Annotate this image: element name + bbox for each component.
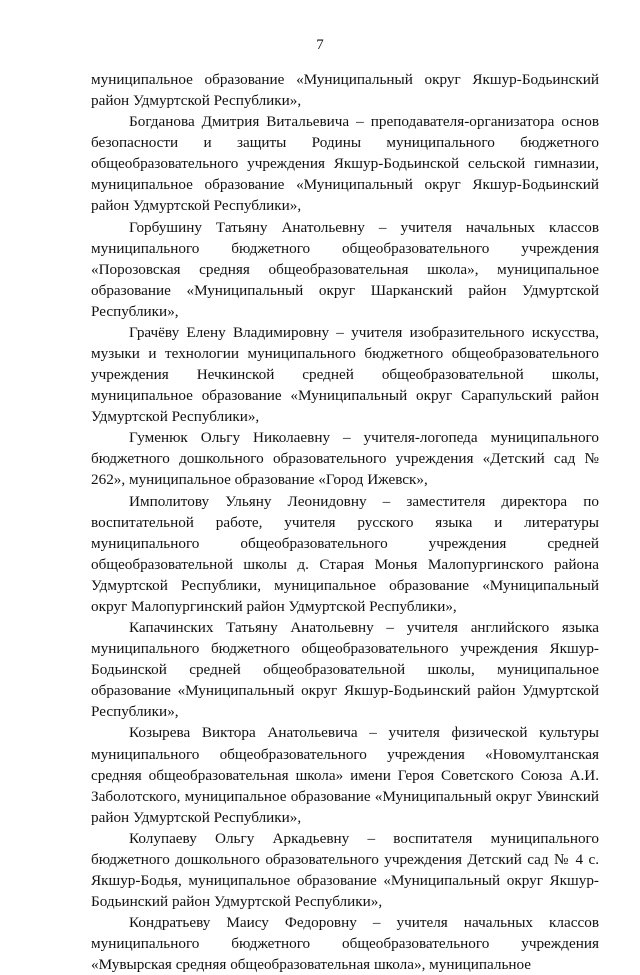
paragraph-impolitova: Имполитову Ульяну Леонидовну – заместителя директора по воспитательной работе, учителя русского языка и литературы муниципального общеобразовательного учреждения средней общеобразовательной школы д. Старая Монья Малопургинского района Удмуртской Республики, муниципальное образование «Муниципальный округ Малопургинский район Удмуртской Республики», (91, 492, 599, 615)
paragraph-bogdanov: Богданова Дмитрия Витальевича – преподавателя-организатора основ безопасности и защиты Родины муниципального бюджетного общеобразовательного учреждения Якшур-Бодьинской сельской гимназии, муниципальное образование «Муниципальный округ Якшур-Бодьинский район Удмуртской Республики», (91, 113, 599, 215)
paragraph-gracheva: Грачёву Елену Владимировну – учителя изобразительного искусства, музыки и технологии муниципального бюджетного общеобразовательного учреждения Нечкинской средней общеобразовательной школы, муниципальное образование «Муниципальный округ Сарапульский район Удмуртской Республики», (91, 323, 599, 426)
paragraph-kozyrev: Козырева Виктора Анатольевича – учителя физической культуры муниципального общеобразовательного учреждения «Новомултанская средняя общеобразовательная школа» имени Героя Советского Союза A.И. Заболотского, муниципальное образование «Муниципальный округ Увинский район Удмуртской Республики», (91, 724, 599, 826)
paragraph-kolupaeva: Колупаеву Ольгу Аркадьевну – воспитателя муниципального бюджетного дошкольного образовательного учреждения Детский сад № 4 с. Якшур-Бодья, муниципальное образование «Муниципальный округ Якшур-Бодьинский район Удмуртской Республики», (91, 829, 599, 911)
page-number: 7 (316, 37, 324, 53)
paragraph-gumenyuk: Гуменюк Ольгу Николаевну – учителя-логопеда муниципального бюджетного дошкольного образовательного учреждения «Детский сад № 262», муниципальное образование «Город Ижевск», (91, 429, 599, 489)
paragraph-kapachinskikh: Капачинских Татьяну Анатольевну – учителя английского языка муниципального бюджетного общеобразовательного учреждения Якшур-Бодьинской средней общеобразовательной школы, муниципальное образование «Муниципальный округ Якшур-Бодьинский район Удмуртской Республики», (91, 619, 599, 721)
document-body (91, 69, 599, 975)
paragraph-continuation: муниципальное образование «Муниципальный округ Якшур-Бодьинский район Удмуртской Республики», (91, 71, 599, 110)
paragraph-kondratyeva: Кондратьеву Маису Федоровну – учителя начальных классов муниципального бюджетного общеобразовательного учреждения «Мувырская средняя общеобразовательная школа», муниципальное (91, 914, 599, 974)
paragraph-gorbushina: Горбушину Татьяну Анатольевну – учителя начальных классов муниципального бюджетного общеобразовательного учреждения «Порозовская средняя общеобразовательная школа», муниципальное образование «Муниципальный округ Шарканский район Удмуртской Республики», (91, 218, 599, 320)
